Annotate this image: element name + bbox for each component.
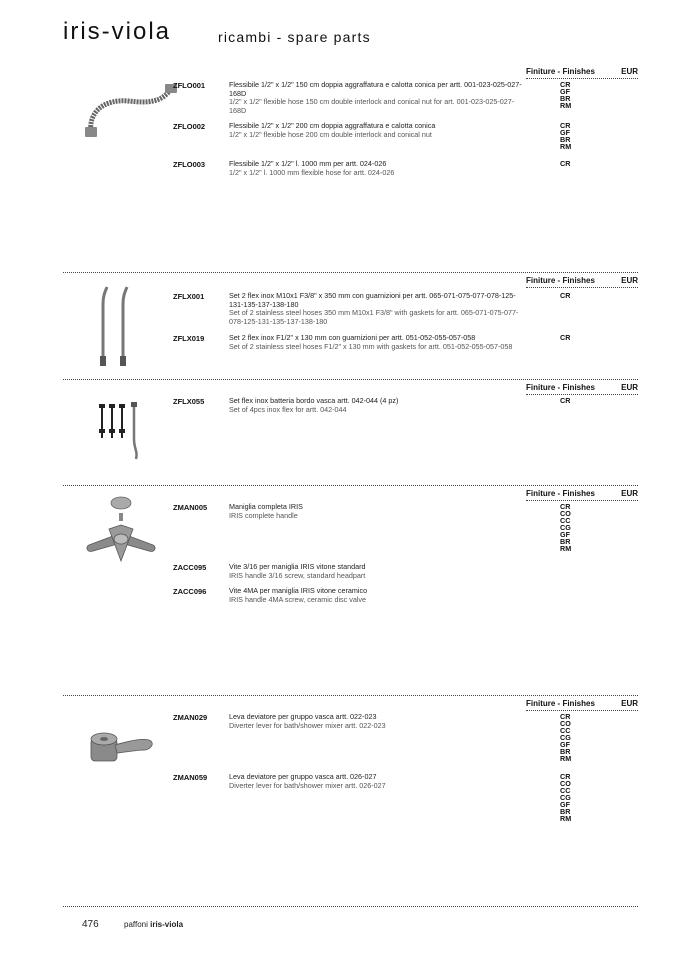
currency-header: EUR: [621, 699, 638, 708]
finish-code: CR: [560, 159, 571, 168]
finishes-header: Finiture - Finishes: [526, 276, 595, 285]
product-code: ZFLX055: [173, 397, 205, 406]
description-it: Vite 3/16 per maniglia IRIS vitone standard: [229, 562, 366, 571]
section-flex-set: [63, 379, 638, 414]
page-number: 476: [82, 919, 99, 930]
description-en: Set of 2 stainless steel hoses F1/2" x 130 mm with gaskets for artt. 051-052-055-057-058: [229, 341, 513, 351]
finish-code: CC: [560, 726, 571, 735]
flexible-hose-illustration: [83, 81, 183, 141]
finish-code: CR: [560, 396, 571, 405]
finish-code: RM: [560, 101, 572, 110]
finish-code: GF: [560, 87, 570, 96]
finishes-list: [560, 713, 571, 762]
product-code: ZFLO002: [173, 122, 206, 131]
product-code: ZFLX019: [173, 334, 205, 343]
footer-brand-name: iris-viola: [150, 920, 184, 929]
finishes-list: [560, 334, 570, 341]
currency-header: EUR: [621, 489, 638, 498]
product-description: [229, 397, 529, 414]
description-it: Set 2 flex inox M10x1 F3/8" x 350 mm con guarnizioni per artt. 065-071-075-077-078-125-131-135-137-138-180: [229, 291, 516, 309]
section-divider: [63, 379, 638, 380]
currency-header: EUR: [621, 67, 638, 76]
finish-code: BR: [560, 135, 571, 144]
section-divider: [63, 272, 638, 273]
finishes-list: [560, 397, 570, 404]
description-it: Leva deviatore per gruppo vasca artt. 022-023: [229, 712, 377, 721]
description-en: Set of 2 stainless steel hoses 350 mm M10x1 F3/8" with gaskets for artt. 065-071-075-077-078-125-131-135-137-138-180: [229, 308, 519, 326]
product-code: ZMAN029: [173, 713, 208, 722]
finishes-header: Finiture - Finishes: [526, 67, 595, 76]
finish-code: GF: [560, 800, 570, 809]
finish-code: BR: [560, 94, 571, 103]
finish-code: RM: [560, 142, 572, 151]
finishes-list: [560, 503, 571, 552]
finish-code: RM: [560, 754, 572, 763]
finish-code: CG: [560, 523, 571, 532]
finish-code: CG: [560, 793, 571, 802]
description-it: Set flex inox batteria bordo vasca artt. 042-044 (4 pz): [229, 396, 399, 405]
description-en: 1/2" x 1/2" flexible hose 200 cm double interlock and conical nut: [229, 129, 432, 139]
finish-code: CR: [560, 291, 571, 300]
page-subtitle: ricambi - spare parts: [218, 29, 371, 45]
section-divider: [63, 695, 638, 696]
product-description: [229, 773, 529, 790]
description-it: Flessibile 1/2" x 1/2" l. 1000 mm per artt. 024-026: [229, 159, 387, 168]
section-flex-inox: [63, 272, 638, 351]
finish-code: CR: [560, 333, 571, 342]
description-it: Leva deviatore per gruppo vasca artt. 026-027: [229, 772, 377, 781]
finishes-header: Finiture - Finishes: [526, 699, 595, 708]
product-code: ZACC096: [173, 587, 207, 596]
finishes-header: Finiture - Finishes: [526, 489, 595, 498]
flex-inox-pair-illustration: [95, 284, 135, 369]
finish-code: CG: [560, 733, 571, 742]
footer-brand-prefix: paffoni: [124, 920, 148, 929]
brand-title: iris-viola: [63, 18, 172, 45]
description-en: IRIS complete handle: [229, 510, 298, 520]
product-description: [229, 81, 529, 115]
finish-code: BR: [560, 537, 571, 546]
product-description: [229, 122, 529, 139]
description-en: IRIS handle 4MA screw, ceramic disc valve: [229, 594, 367, 604]
currency-header: EUR: [621, 276, 638, 285]
finish-code: RM: [560, 544, 572, 553]
finish-code: BR: [560, 807, 571, 816]
finish-code: CR: [560, 772, 571, 781]
finish-code: CR: [560, 502, 571, 511]
finishes-header: Finiture - Finishes: [526, 383, 595, 392]
footer-divider: [63, 906, 638, 907]
description-en: Diverter lever for bath/shower mixer artt. 026-027: [229, 780, 386, 790]
product-description: [229, 587, 529, 604]
finishes-list: [560, 122, 571, 150]
finish-code: GF: [560, 740, 570, 749]
cross-handle-illustration: [81, 493, 161, 573]
description-en: IRIS handle 3/16 screw, standard headpart: [229, 570, 366, 580]
finish-code: CC: [560, 516, 571, 525]
finish-code: CR: [560, 712, 571, 721]
description-it: Flessibile 1/2" x 1/2" 150 cm doppia aggraffatura e calotta conica per artt. 001-023-025-027-168D: [229, 80, 522, 98]
finish-code: CO: [560, 719, 571, 728]
finish-code: CC: [560, 786, 571, 795]
product-code: ZFLO003: [173, 160, 206, 169]
finishes-list: [560, 81, 571, 109]
product-description: [229, 563, 529, 580]
finish-code: CO: [560, 779, 571, 788]
product-code: ZFLX001: [173, 292, 205, 301]
section-handles: [63, 485, 638, 604]
description-it: Set 2 flex inox F1/2" x 130 mm con guarnizioni per artt. 051-052-055-057-058: [229, 333, 476, 342]
product-description: [229, 713, 529, 730]
section-diverter-levers: [63, 695, 638, 823]
finish-code: GF: [560, 128, 570, 137]
finishes-list: [560, 160, 570, 167]
finish-code: RM: [560, 814, 572, 823]
finish-code: CO: [560, 509, 571, 518]
description-en: 1/2" x 1/2" flexible hose 150 cm double interlock and conical nut for art. 001-023-025-027-168D: [229, 97, 515, 115]
description-en: Set of 4pcs inox flex for artt. 042-044: [229, 404, 347, 414]
footer-brand: [124, 920, 183, 929]
description-it: Vite 4MA per maniglia IRIS vitone ceramico: [229, 586, 368, 595]
product-code: ZMAN005: [173, 503, 208, 512]
product-description: [229, 503, 529, 520]
product-code: ZACC095: [173, 563, 207, 572]
description-it: Maniglia completa IRIS: [229, 502, 303, 511]
product-code: ZMAN059: [173, 773, 208, 782]
diverter-lever-illustration: [87, 727, 157, 772]
product-description: [229, 160, 529, 177]
description-en: Diverter lever for bath/shower mixer artt. 022-023: [229, 720, 386, 730]
finishes-list: [560, 292, 570, 299]
finish-code: CR: [560, 80, 571, 89]
description-en: 1/2" x 1/2" l. 1000 mm flexible hose for artt. 024-026: [229, 167, 395, 177]
finishes-list: [560, 773, 571, 822]
product-code: ZFLO001: [173, 81, 206, 90]
finish-code: GF: [560, 530, 570, 539]
description-it: Flessibile 1/2" x 1/2" 200 cm doppia aggraffatura e calotta conica: [229, 121, 436, 130]
finish-code: CR: [560, 121, 571, 130]
flex-set-illustration: [96, 399, 146, 464]
finish-code: BR: [560, 747, 571, 756]
currency-header: EUR: [621, 383, 638, 392]
section-divider: [63, 485, 638, 486]
product-description: [229, 334, 529, 351]
product-description: [229, 292, 529, 326]
